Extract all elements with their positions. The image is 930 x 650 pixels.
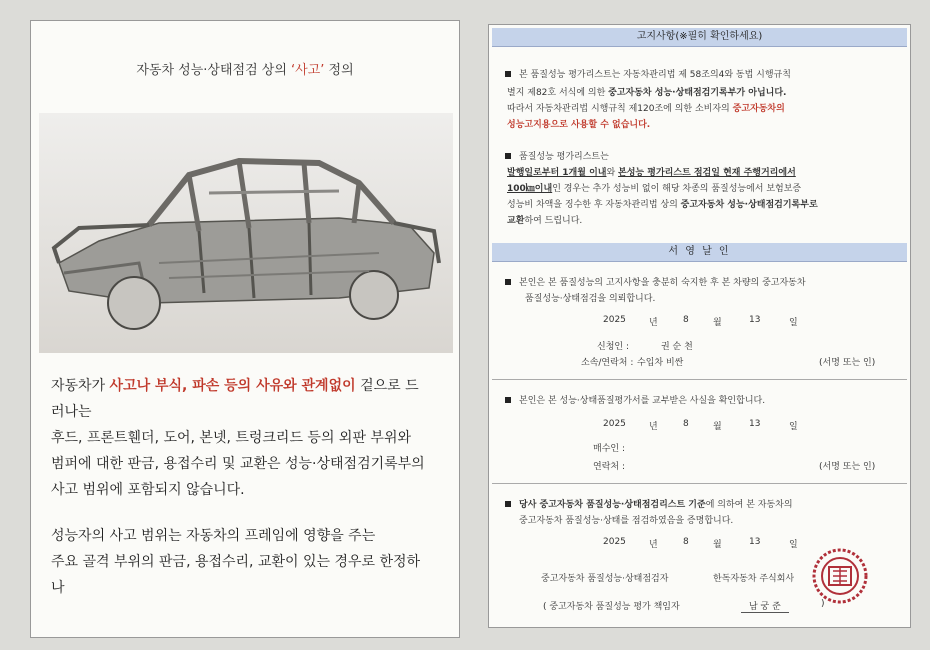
company-seal-stamp [811,547,869,605]
bullet-icon [505,279,511,285]
left-page-title: 자동차 성능·상태점검 상의 ‘사고’ 정의 [136,63,354,78]
bullet-icon [505,501,511,507]
company-name: 한독자동차 주식회사 [713,574,795,584]
left-page [30,20,460,638]
car-frame-illustration [39,113,453,353]
accident-scope-text: 성능자의 사고 범위는 자동차의 프레임에 영향을 주는 주요 골격 부위의 판금, 용접수리, 교환이 있는 경우로 한정하 나 [51,528,421,596]
notice-header: 고지사항(※필히 확인하세요) [492,28,907,47]
right-page: 고지사항(※필히 확인하세요) 본 품질성능 평가리스트는 자동차관리법 제 58조의4와 동법 시행규칙 별지 제82호 서식에 의한 중고자동차 성능·상태점검기록부가 아닙니다. 따라서 자동차관리법 시행규칙 제120조에 의한 소비자의 중고자동차의 성능고지용으로 사용할 수 없습니다. 품질성능 평가리스트는 발행일로부터 1개월 이내와 본성능 평가리스트 점검일 현재 주행거리에서 100㎞이내인 경우는 추가 성능비 없이 해당 차종의 품질성능에서 보험보증 성능비 차액을 징수한 후 자동차관리법 상의 중고자동차 성능·상태점검기록부로 교환하여 드립니다. 서 영 날 인 본인은 본 품질성능의 고지사항을 충분히 숙지한 후 본 차량의 중고자동차 품질성능·상태점검을 의뢰합니다. 2025 년 8 월 13 일 신청인 : 권 순 천 소속/연락처 : 수입차 비싼 (서명 또는 인) 본인은 본 성능·상태품질평가서를 교부받은 사실을 확인합니다. 2025 년 8 월 13 일 매수인 : 연락처 : (서명 또는 인) 당사 중고자동차 품질성능·상태점검리스트 기준에 의하여 본 자동차의 중고자동차 품질성능·상태를 점검하였음을 증명합니다. 2025 년 8 월 13 일 중고자동차 품질성능·상태점검자 한독자동차 주식회사 ( 중고자동차 품질성능 평가 책임자 남 궁 준 ) [488,24,911,628]
highlight-regardless: 사고나 부식, 파손 등의 사유와 관계없이 [109,378,356,394]
applicant-name: 권 순 천 [661,342,693,352]
manager-name: 남 궁 준 [741,599,789,613]
bullet-icon [505,71,511,77]
car-frame-image [39,113,453,353]
bullet-icon [505,153,511,159]
divider [492,483,907,484]
accident-definition-text: 자동차가 사고나 부식, 파손 등의 사유와 관계없이 겉으로 드 러나는 후드, 프론트휀더, 도어, 본넷, 트렁크리드 등의 외판 부위와 범퍼에 대한 판금, 용접수리 및 교환은 성능·상태점검기록부의 사고 범위에 포함되지 않습니다. [51,378,425,498]
title-accent: ‘사고’ [291,63,325,78]
divider [492,379,907,380]
signature-header: 서 영 날 인 [492,243,907,262]
bullet-icon [505,397,511,403]
